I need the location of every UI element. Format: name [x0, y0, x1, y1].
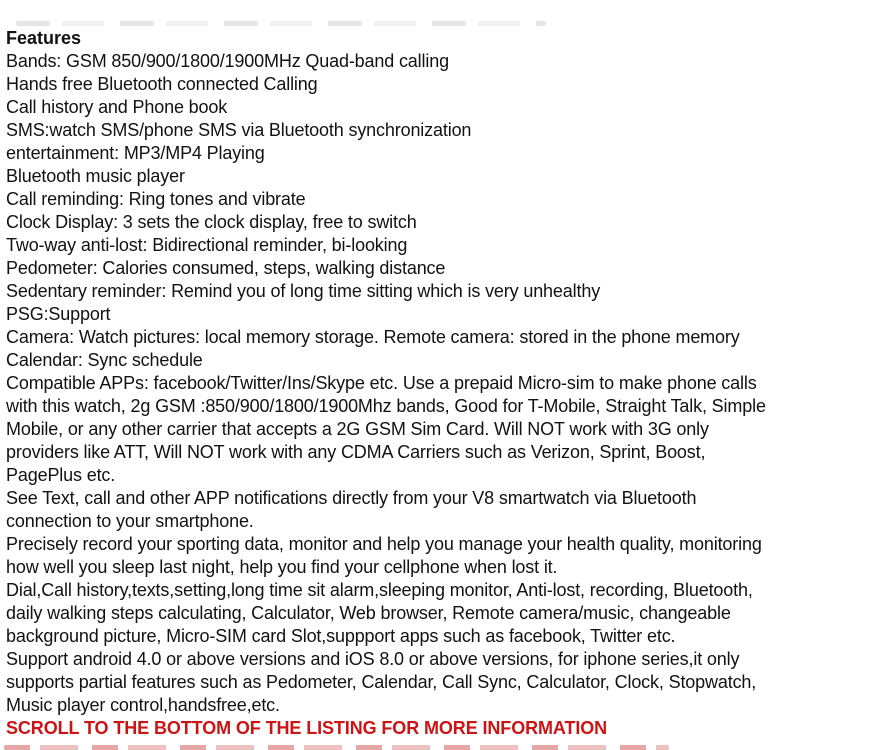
- text-line: Bluetooth music player: [6, 166, 185, 186]
- text-line: Camera: Watch pictures: local memory storage. Remote camera: stored in the phone memory: [6, 327, 740, 347]
- text-line: entertainment: MP3/MP4 Playing: [6, 143, 265, 163]
- text-line: Calendar: Sync schedule: [6, 350, 203, 370]
- text-line: Dial,Call history,texts,setting,long time sit alarm,sleeping monitor, Anti-lost, recording, Bluetooth,: [6, 580, 753, 600]
- scroll-notice: SCROLL TO THE BOTTOM OF THE LISTING FOR MORE INFORMATION: [6, 718, 608, 738]
- text-line: SMS:watch SMS/phone SMS via Bluetooth synchronization: [6, 120, 472, 140]
- cropped-text-artifact-bottom: [4, 745, 669, 750]
- text-line: Music player control,handsfree,etc.: [6, 695, 280, 715]
- text-line: how well you sleep last night, help you find your cellphone when lost it.: [6, 557, 558, 577]
- text-line: providers like ATT, Will NOT work with any CDMA Carriers such as Verizon, Sprint, Boost,: [6, 442, 706, 462]
- text-line: connection to your smartphone.: [6, 511, 254, 531]
- text-line: Hands free Bluetooth connected Calling: [6, 74, 318, 94]
- text-line: with this watch, 2g GSM :850/900/1800/1900Mhz bands, Good for T-Mobile, Straight Talk, Simple: [6, 396, 766, 416]
- text-line: Compatible APPs: facebook/Twitter/Ins/Skype etc. Use a prepaid Micro-sim to make phone calls: [6, 373, 757, 393]
- text-line: PSG:Support: [6, 304, 111, 324]
- feature-lines: [6, 50, 876, 717]
- text-line: Call reminding: Ring tones and vibrate: [6, 189, 306, 209]
- text-line: supports partial features such as Pedometer, Calendar, Call Sync, Calculator, Clock, Stopwatch,: [6, 672, 757, 692]
- text-line: Precisely record your sporting data, monitor and help you manage your health quality, monitoring: [6, 534, 762, 554]
- text-line: Sedentary reminder: Remind you of long time sitting which is very unhealthy: [6, 281, 601, 301]
- text-line: Bands: GSM 850/900/1800/1900MHz Quad-band calling: [6, 51, 449, 71]
- text-line: Mobile, or any other carrier that accepts a 2G GSM Sim Card. Will NOT work with 3G only: [6, 419, 709, 439]
- text-line: background picture, Micro-SIM card Slot,suppport apps such as facebook, Twitter etc.: [6, 626, 676, 646]
- features-heading: Features: [6, 28, 82, 48]
- text-line: Support android 4.0 or above versions and iOS 8.0 or above versions, for iphone series,it only: [6, 649, 740, 669]
- text-line: Call history and Phone book: [6, 97, 228, 117]
- text-line: PagePlus etc.: [6, 465, 116, 485]
- text-line: See Text, call and other APP notifications directly from your V8 smartwatch via Bluetooth: [6, 488, 697, 508]
- text-line: daily walking steps calculating, Calculator, Web browser, Remote camera/music, changeable: [6, 603, 731, 623]
- text-line: Two-way anti-lost: Bidirectional reminder, bi-looking: [6, 235, 408, 255]
- text-line: Pedometer: Calories consumed, steps, walking distance: [6, 258, 446, 278]
- text-line: Clock Display: 3 sets the clock display, free to switch: [6, 212, 417, 232]
- cropped-text-artifact-top: [16, 21, 546, 26]
